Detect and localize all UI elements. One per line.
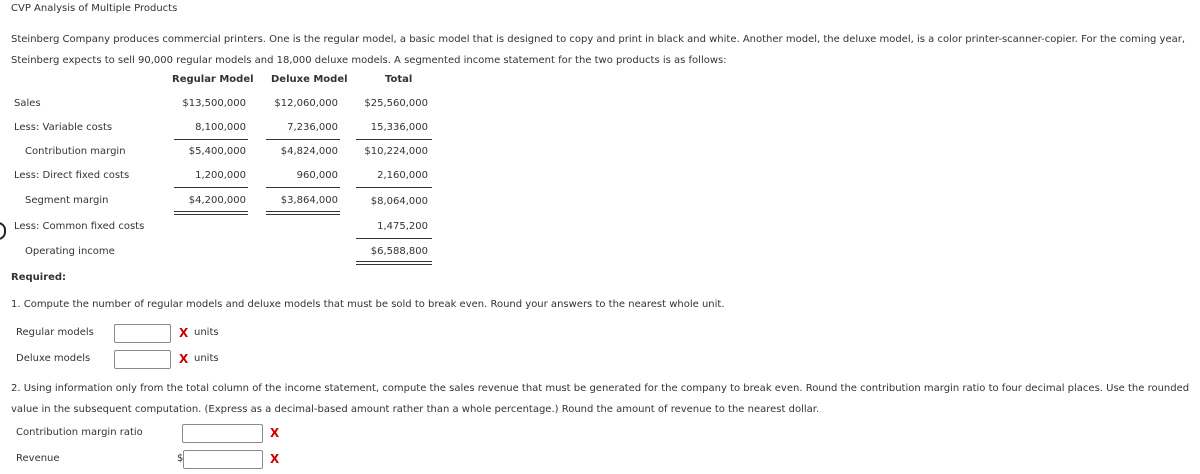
currency-symbol: $ bbox=[177, 453, 184, 464]
side-bracket-icon bbox=[0, 222, 6, 240]
units-label: units bbox=[194, 327, 219, 338]
header-total: Total bbox=[385, 74, 413, 85]
regular-models-label: Regular models bbox=[16, 327, 94, 338]
header-deluxe-model: Deluxe Model bbox=[271, 74, 348, 85]
segment-margin-total: $8,064,000 bbox=[370, 196, 428, 207]
underline bbox=[174, 187, 248, 188]
underline bbox=[266, 187, 340, 188]
revenue-label: Revenue bbox=[16, 453, 60, 464]
segment-margin-deluxe: $3,864,000 bbox=[280, 195, 338, 206]
variable-costs-total: 15,336,000 bbox=[370, 122, 428, 133]
deluxe-models-label: Deluxe models bbox=[16, 353, 91, 364]
row-label-common-fixed-costs: Less: Common fixed costs bbox=[14, 221, 145, 232]
contribution-margin-regular: $5,400,000 bbox=[188, 146, 246, 157]
direct-fixed-costs-regular: 1,200,000 bbox=[195, 170, 246, 181]
sales-deluxe: $12,060,000 bbox=[274, 98, 338, 109]
header-regular-model: Regular Model bbox=[172, 74, 254, 85]
incorrect-x-icon: X bbox=[270, 452, 280, 466]
common-fixed-costs-total: 1,475,200 bbox=[377, 221, 428, 232]
deluxe-models-input[interactable] bbox=[114, 350, 171, 369]
contribution-margin-total: $10,224,000 bbox=[364, 146, 428, 157]
row-label-segment-margin: Segment margin bbox=[25, 195, 109, 206]
revenue-input[interactable] bbox=[183, 450, 263, 469]
page-title: CVP Analysis of Multiple Products bbox=[11, 3, 178, 14]
regular-models-input[interactable] bbox=[114, 324, 171, 343]
sales-total: $25,560,000 bbox=[364, 98, 428, 109]
sales-regular: $13,500,000 bbox=[182, 98, 246, 109]
required-heading: Required: bbox=[11, 272, 67, 283]
underline bbox=[266, 139, 340, 140]
question-2-text: 2. Using information only from the total column of the income statement, compute the sales revenue that must be generated for the company to break even. Round the contribution margin ratio to four decimal places. Use the rounded value in the subsequent computation. (Express as a decimal-based amount rather than a whole percentage.) Round the amount of revenue to the nearest dollar. bbox=[11, 383, 1190, 415]
problem-intro: Steinberg Company produces commercial printers. One is the regular model, a basic model that is designed to copy and print in black and white. Another model, the deluxe model, is a color printer-scanner-copier. For the coming year, Steinberg expects to sell 90,000 regular models and 18,000 deluxe models. A segmented income statement for the two products is as follows: bbox=[11, 34, 1186, 66]
direct-fixed-costs-total: 2,160,000 bbox=[377, 170, 428, 181]
incorrect-x-icon: X bbox=[179, 326, 189, 340]
row-label-operating-income: Operating income bbox=[25, 246, 115, 257]
double-underline bbox=[266, 211, 340, 215]
row-label-direct-fixed-costs: Less: Direct fixed costs bbox=[14, 170, 130, 181]
underline bbox=[356, 139, 432, 140]
contribution-margin-deluxe: $4,824,000 bbox=[280, 146, 338, 157]
contribution-margin-ratio-input[interactable] bbox=[182, 424, 263, 443]
row-label-variable-costs: Less: Variable costs bbox=[14, 122, 113, 133]
operating-income-total: $6,588,800 bbox=[370, 246, 428, 257]
row-label-sales: Sales bbox=[14, 98, 41, 109]
double-underline bbox=[174, 211, 248, 215]
contribution-margin-ratio-label: Contribution margin ratio bbox=[16, 427, 143, 438]
units-label: units bbox=[194, 353, 219, 364]
row-label-contribution-margin: Contribution margin bbox=[25, 146, 126, 157]
direct-fixed-costs-deluxe: 960,000 bbox=[296, 170, 338, 181]
variable-costs-regular: 8,100,000 bbox=[195, 122, 246, 133]
underline bbox=[356, 238, 432, 239]
underline bbox=[356, 187, 432, 188]
double-underline bbox=[356, 261, 432, 265]
variable-costs-deluxe: 7,236,000 bbox=[287, 122, 338, 133]
underline bbox=[174, 139, 248, 140]
question-1-text: 1. Compute the number of regular models and deluxe models that must be sold to break even. Round your answers to the nearest whole unit. bbox=[11, 299, 725, 310]
incorrect-x-icon: X bbox=[270, 426, 280, 440]
segment-margin-regular: $4,200,000 bbox=[188, 195, 246, 206]
incorrect-x-icon: X bbox=[179, 352, 189, 366]
